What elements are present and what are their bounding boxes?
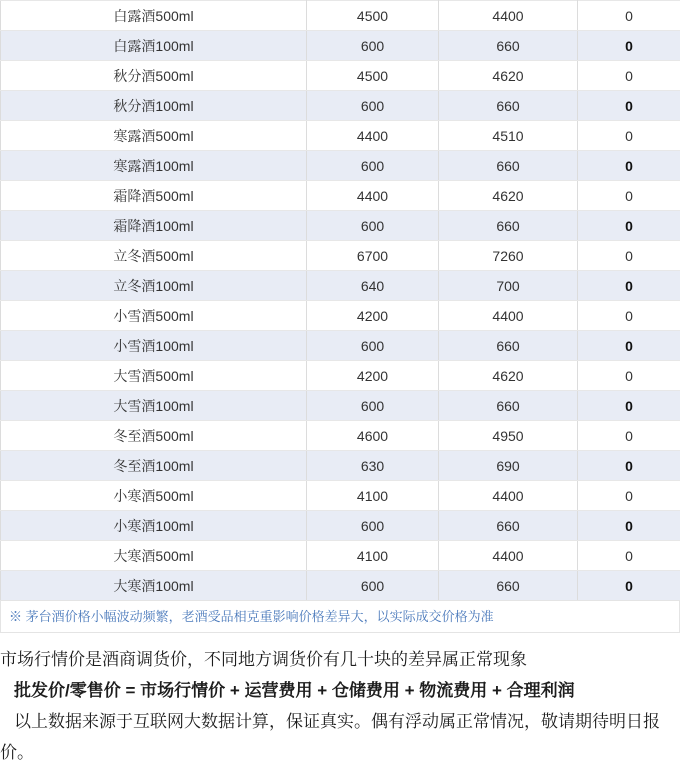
price-cell: 7260 (439, 241, 578, 271)
price-cell: 0 (578, 301, 680, 331)
product-name-cell: 寒露酒100ml (1, 151, 307, 181)
price-cell: 4620 (439, 61, 578, 91)
price-cell: 660 (439, 511, 578, 541)
price-cell: 0 (578, 241, 680, 271)
table-row (1, 241, 680, 271)
product-name-cell: 寒露酒500ml (1, 121, 307, 151)
product-name-cell: 冬至酒500ml (1, 421, 307, 451)
table-row (1, 331, 680, 361)
price-cell: 0 (578, 361, 680, 391)
price-cell: 4620 (439, 181, 578, 211)
table-row (1, 91, 680, 121)
price-cell: 600 (307, 571, 439, 601)
table-row (1, 301, 680, 331)
product-name-cell: 小寒酒100ml (1, 511, 307, 541)
price-cell: 4400 (307, 121, 439, 151)
table-row (1, 571, 680, 601)
price-cell: 4400 (439, 541, 578, 571)
price-cell: 0 (578, 151, 680, 181)
price-cell: 660 (439, 31, 578, 61)
market-price-note: 市场行情价是酒商调货价，不同地方调货价有几十块的差异属正常现象 (0, 650, 527, 669)
price-cell: 600 (307, 211, 439, 241)
table-row (1, 211, 680, 241)
product-name-cell: 大寒酒100ml (1, 571, 307, 601)
price-cell: 6700 (307, 241, 439, 271)
price-cell: 630 (307, 451, 439, 481)
price-cell: 4400 (439, 1, 578, 31)
price-cell: 4950 (439, 421, 578, 451)
price-cell: 600 (307, 511, 439, 541)
price-cell: 600 (307, 91, 439, 121)
table-row (1, 421, 680, 451)
product-name-cell: 白露酒500ml (1, 1, 307, 31)
price-cell: 0 (578, 481, 680, 511)
table-row (1, 361, 680, 391)
price-cell: 640 (307, 271, 439, 301)
product-name-cell: 秋分酒100ml (1, 91, 307, 121)
price-cell: 660 (439, 391, 578, 421)
table-row (1, 121, 680, 151)
price-cell: 600 (307, 31, 439, 61)
price-cell: 4600 (307, 421, 439, 451)
product-name-cell: 白露酒100ml (1, 31, 307, 61)
price-cell: 700 (439, 271, 578, 301)
price-cell: 4400 (439, 301, 578, 331)
price-cell: 4100 (307, 481, 439, 511)
price-cell: 0 (578, 511, 680, 541)
table-row (1, 1, 680, 31)
product-name-cell: 大雪酒100ml (1, 391, 307, 421)
price-cell: 4620 (439, 361, 578, 391)
product-name-cell: 大寒酒500ml (1, 541, 307, 571)
table-row (1, 61, 680, 91)
price-cell: 4510 (439, 121, 578, 151)
price-cell: 0 (578, 31, 680, 61)
price-cell: 0 (578, 1, 680, 31)
price-cell: 660 (439, 151, 578, 181)
price-cell: 690 (439, 451, 578, 481)
price-cell: 0 (578, 331, 680, 361)
product-name-cell: 秋分酒500ml (1, 61, 307, 91)
price-cell: 660 (439, 571, 578, 601)
table-row (1, 391, 680, 421)
price-cell: 600 (307, 391, 439, 421)
table-row (1, 511, 680, 541)
product-name-cell: 立冬酒100ml (1, 271, 307, 301)
price-cell: 0 (578, 121, 680, 151)
price-cell: 0 (578, 211, 680, 241)
price-cell: 0 (578, 451, 680, 481)
product-name-cell: 小雪酒500ml (1, 301, 307, 331)
price-cell: 0 (578, 421, 680, 451)
price-cell: 4200 (307, 301, 439, 331)
product-name-cell: 冬至酒100ml (1, 451, 307, 481)
table-row (1, 181, 680, 211)
price-cell: 4500 (307, 61, 439, 91)
price-cell: 600 (307, 331, 439, 361)
table-row (1, 271, 680, 301)
price-cell: 0 (578, 391, 680, 421)
data-source-note: 以上数据来源于互联网大数据计算，保证真实。偶有浮动属正常情况，敬请期待明日报价。 (0, 712, 660, 762)
product-name-cell: 霜降酒100ml (1, 211, 307, 241)
price-cell: 0 (578, 61, 680, 91)
table-row (1, 151, 680, 181)
table-row (1, 541, 680, 571)
product-name-cell: 立冬酒500ml (1, 241, 307, 271)
product-name-cell: 小雪酒100ml (1, 331, 307, 361)
price-cell: 4400 (307, 181, 439, 211)
notes-section (0, 644, 680, 768)
price-cell: 4100 (307, 541, 439, 571)
price-disclaimer-note: ※ 茅台酒价格小幅波动频繁，老酒受品相克重影响价格差异大，以实际成交价格为准 (0, 600, 680, 633)
price-cell: 4400 (439, 481, 578, 511)
price-cell: 660 (439, 91, 578, 121)
price-cell: 0 (578, 541, 680, 571)
price-formula-note: 批发价/零售价 = 市场行情价 + 运营费用 + 仓储费用 + 物流费用 + 合理利润 (14, 681, 575, 700)
table-row (1, 481, 680, 511)
price-cell: 0 (578, 181, 680, 211)
product-name-cell: 小寒酒500ml (1, 481, 307, 511)
price-cell: 0 (578, 571, 680, 601)
table-row (1, 451, 680, 481)
price-cell: 4500 (307, 1, 439, 31)
price-cell: 660 (439, 331, 578, 361)
product-name-cell: 大雪酒500ml (1, 361, 307, 391)
price-cell: 0 (578, 271, 680, 301)
price-cell: 660 (439, 211, 578, 241)
table-row (1, 31, 680, 61)
price-cell: 0 (578, 91, 680, 121)
price-cell: 600 (307, 151, 439, 181)
price-cell: 4200 (307, 361, 439, 391)
product-name-cell: 霜降酒500ml (1, 181, 307, 211)
